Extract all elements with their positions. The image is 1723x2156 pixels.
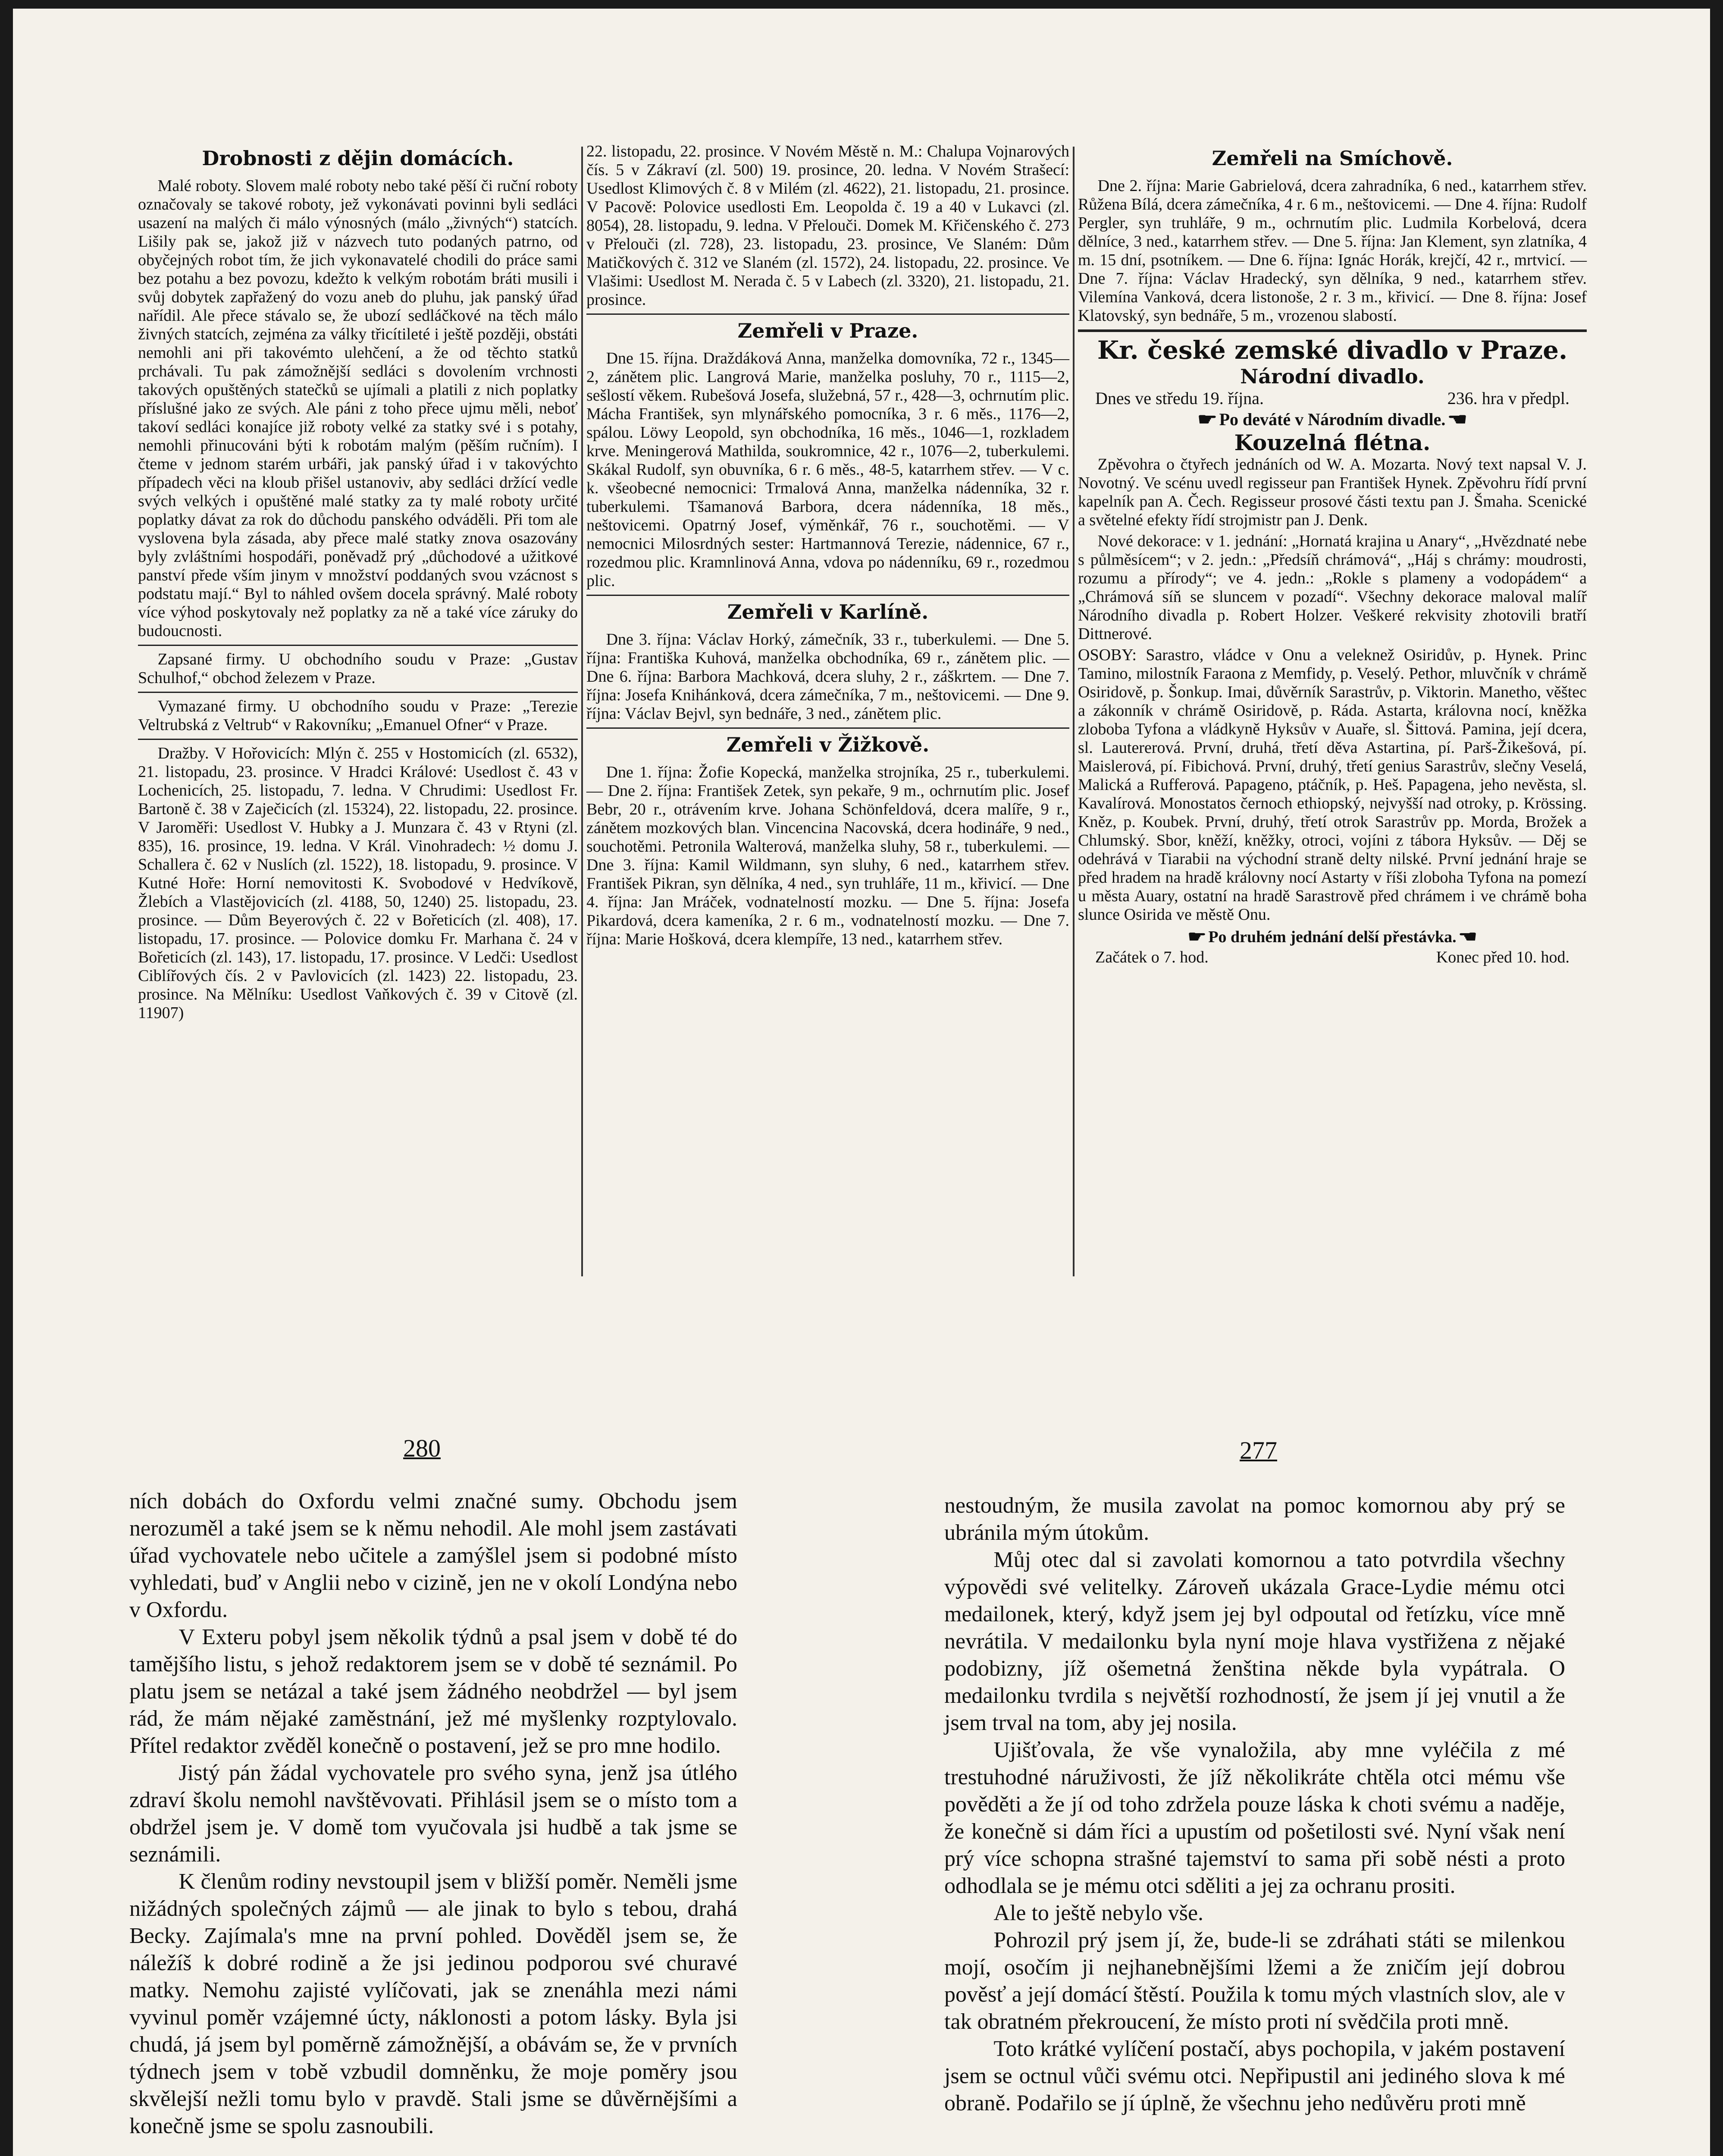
deaths-praha: Dne 15. října. Draždáková Anna, manželka domovníka, 72 r., 1345—2, zánětem plic. Langrová Marie, manželka posluhy, 70 r., 1115—2, sešlostí věkem. Rubešová Josefa, služebná, 57 r., 428—3, ochrnutím plic. Mácha František, syn mlynářského pomocníka, 3 r. 6 měs., 1176—2, spálou. Löwy Leopold, syn obchodníka, 16 měs., 1046—1, rozkladem krve. Meningerová Mathilda, soukromnice, 42 r., 1076—2, tuberkulemi. Skákal Rudolf, syn obuvníka, 6 r. 6 měs., 48-5, katarrhem střev. — V c. k. všeobecné nemocnici: Trmalová Anna, manželka nádenníka, 32 r. tuberkulemi. Tšamanová Barbora, dcera nádenníka, 18 měs., neštovicemi. Opatrný Josef, výměnkář, 76 r., souchotěmi. — V nemocnici Milosrdných sester: Hartmannová Terezie, nádennice, 67 r., rozedmou plic. Kramnlinová Anna, vdova po nádenníku, 69 r., rozedmou plic. [586, 349, 1069, 590]
section-title-zizkov: Zemřeli v Žižkově. [726, 733, 930, 756]
drazby-continued: 22. listopadu, 22. prosince. V Novém Městě n. M.: Chalupa Vojnarových čís. 5 v Zákraví (zl. 500) 19. prosince, 20. ledna. V Novém Strašecí: Usedlost Klimových č. 8 v Milém (zl. 4622), 21. listopadu, 21. prosince. V Pacově: Polovice usedlosti Em. Leopolda č. 19 a 40 v Lukavci (zl. 8054), 28. listopadu, 9. ledna. V Přelouči. Domek M. Křičenského č. 273 v Přelouči (zl. 728), 23. listopadu, 23. prosince, Ve Slaném: Dům Matičkových č. 312 ve Slaném (zl. 1572), 24. listopadu, 22. prosince. Ve Vlašimi: Usedlost M. Nerada č. 5 v Labech (zl. 3320), 21. listopadu, 21. prosince. [586, 142, 1069, 309]
section-title-karlin: Zemřeli v Karlíně. [727, 600, 929, 624]
paragraph: Ujišťovala, že vše vynaložila, aby mne vyléčila z mé trestuhodné náruživosti, že jíž několikráte chtěla otci mému vše pověděti a že jí od toho zdržela pouze láska k choti svému a naděje, že konečně si dám říci a upustím od pošetilosti své. Nyní však není prý více schopna strašné tajemství to sama při sobě nésti a proto odhodlala se je mému otci sděliti a jej za ochranu prositi. [944, 1738, 1565, 1898]
paragraph: Můj otec dal si zavolati komornou a tato potvrdila všechny výpovědi své velitelky. Zároveň ukázala Grace-Lydie mému otci medailonek, který, když jsem jej byl odpoutal od řetízku, více mně nevrátila. V medailonku byla nyní moje hlava vystřižena z nějaké podobizny, jíž ošemetná ženština někde byla vypátrala. O medailonku tvrdila s největší rozhodností, že jsem jí jej vnutil a že jsem trval na tom, aby jej nosila. [944, 1548, 1565, 1735]
deaths-smichov: Dne 2. října: Marie Gabrielová, dcera zahradníka, 6 ned., katarrhem střev. Růžena Bílá, dcera zámečníka, 4 r. 6 m., neštovicemi. — Dne 4. října: Rudolf Pergler, syn truhláře, 9 m., ochrnutím plic. Ludmila Korbelová, dcera dělníce, 3 ned., katarrhem střev. — Dne 5. října: Jan Klement, syn zlatníka, 4 m. 15 dní, psotníkem. — Dne 6. října: Ignác Horák, krejčí, 42 r., mrtvicí. — Dne 7. října: Václav Hradecký, syn dělníka, 9 ned., katarrhem střev. Vilemína Vanková, dcera listonoše, 2 r. 3 m., křivicí. — Dne 8. října: Josef Klatovský, syn bednáře, 5 m., vrozenou slabostí. [1078, 177, 1587, 325]
theatre-dateline [1078, 388, 1587, 409]
drazby: Dražby. V Hořovicích: Mlýn č. 255 v Hostomicích (zl. 6532), 21. listopadu, 23. prosince. V Hradci Králové: Usedlost č. 43 v Lochenicích, 25. listopadu, 7. ledna. V Chrudimi: Usedlost Fr. Bartoně č. 38 v Zaječicích (zl. 15324), 22. listopadu, 22. prosince. V Jaroměři: Usedlost V. Hubky a J. Munzara č. 43 v Rtyni (zl. 835), 16. prosince, 19. ledna. V Král. Vinohradech: ½ domu J. Schallera č. 62 v Nuslích (zl. 1522), 18. listopadu, 9. prosince. V Kutné Hoře: Horní nemovitosti K. Svobodové v Hedvíkově, Žlebích a Vlastějovicích (zl. 4188, 50, 1240) 25. listopadu, 23. prosince. — Dům Beyerových č. 22 v Bořeticích (zl. 408), 17. listopadu, 17. prosince. — Polovice domku Fr. Marhana č. 24 v Bořeticích (zl. 143), 17. listopadu, 17. prosince. V Ledči: Usedlost Ciblířových čís. 2 v Pavlovicích (zl. 1423) 22. listopadu, 23. prosince. Na Mělníku: Usedlost Vaňkových č. 39 v Citově (zl. 11907) [138, 744, 578, 1022]
theatre-subtitle: Národní divadlo. [1240, 365, 1425, 388]
novel-left-page [129, 1488, 737, 2140]
paragraph: Toto krátké vylíčení postačí, abys pochopila, v jakém postavení jsem se octnul vůči svému otci. Nepřipustil ani jediného slova k mé obraně. Podařilo se jí úplně, že všechnu jeho nedůvěru proti mně [944, 2037, 1565, 2115]
paragraph: ních dobách do Oxfordu velmi značné sumy. Obchodu jsem nerozuměl a také jsem se k němu nehodil. Ale mohl jsem zastávati úřad vychovatele nebo učitele a zamýšlel jsem si podobné místo vyhledati, buď v Anglii nebo v cizině, jen ne v okolí Londýna nebo v Oxfordu. [129, 1489, 737, 1622]
start-time: Začátek o 7. hod. [1095, 948, 1209, 966]
times-line [1078, 947, 1587, 967]
newspaper-page [13, 9, 1710, 2156]
end-time: Konec před 10. hod. [1436, 948, 1569, 966]
paragraph: K členům rodiny nevstoupil jsem v bližší poměr. Neměli jsme nižádných společných zájmů — ale jinak to bylo s tebou, drahá Becky. Zajímala's mne na první pohled. Dověděl jsem se, že náležíš k dobré rodině a že jsi jedinou podporou své churavé matky. Nemohu zajisté vylíčovati, jak se znenáhla mezi námi vyvinul poměr vzájemné úcty, náklonosti a potom lásky. Byla jsi chudá, já jsem byl poměrně zámožnější, a obávám se, že v prvních týdnech jsem v tobě vzbudil domněnku, že moje poměry jsou skvělejší nežli tomu bylo v pravdě. Stali jsme se důvěrnějšími a konečně jsme se spolu zasnoubili. [129, 1869, 737, 2138]
pointing-hand-icon: ☛ [1197, 410, 1217, 429]
column-3 [1078, 142, 1587, 967]
opera-cast: OSOBY: Sarastro, vládce v Onu a veleknež Osiridův, p. Hynek. Princ Tamino, milostník Faraona z Memfidy, p. Veselý. Pethor, mluvčník v chrámě Osiridově, p. Šonkup. Imai, důvěrník Sarastrův, p. Viktorin. Manetho, věštec a zákonník v chrámě Osiridově, p. Ráda. Astarta, královna nocí, kněžka zloboba Tyfona a vládkyně Hyksův v Auaře, sl. Šittová. Pamina, její dcera, sl. Lautererová. První, druhá, třetí děva Astartina, pí. Parš-Žikešová, pí. Maislerová, pí. Fibichová. První, druhý, třetí genius Sarastrův, slečny Veselá, Malická a Rufferová. Papageno, ptáčník, p. Heš. Papagena, jeho nevěsta, sl. Kavalírová. Monostatos černoch ethiopský, nejvyšší nad otroky, p. Krössing. Kněz, p. Koubek. První, druhý, třetí otrok Sarastrův pp. Morda, Brožek a Chlumský. Sbor, kněží, kněžky, otroci, vojíni z tábora Hyksův. — Děj se odehrává v Tiarabii na východní straně delty nilské. První jednání hraje se před hradem na hradě královny nocí Astarty v říši zloboha Tyfona na pomezí u města Auary, ostatní na hradě Sarastrově před chrámem i ve chrámě boha slunce Osirida ve městě Onu. [1078, 646, 1587, 924]
theatre-ninth-text: Po deváté v Národním divadle. [1219, 410, 1446, 429]
paragraph: V Exteru pobyl jsem několik týdnů a psal jsem v době té do tamějšího listu, s jehož redaktorem jsem se v době té seznámil. Po platu jsem se netázal a také jsem žádného neobdržel — byl jsem rád, že mám nějaké zaměstnání, jež mé myšlenky rozptylovalo. Přítel redaktor zvěděl konečně o postavení, jež se pro mne hodilo. [129, 1625, 737, 1758]
paragraph: nestoudným, že musila zavolat na pomoc komornou aby prý se ubránila mým útokům. [944, 1493, 1565, 1545]
intermission-text: Po druhém jednání delší přestávka. [1208, 928, 1457, 946]
theatre-title: Kr. české zemské divadlo v Praze. [1097, 335, 1568, 365]
deaths-karlin: Dne 3. října: Václav Horký, zámečník, 33 r., tuberkulemi. — Dne 5. října: Františka Kuhová, manželka obchodníka, 69 r., zánětem plic. — Dne 6. října: Barbora Machková, dcera sluhy, 2 r., záškrtem. — Dne 7. října: Josefa Knihánková, dcera zámečníka, 7 m., neštovicemi. — Dne 9. října: Václav Bejvl, syn bednáře, 3 ned., zánětem plic. [586, 630, 1069, 723]
section-title-smichov: Zemřeli na Smíchově. [1212, 147, 1453, 170]
article-male-roboty: Malé roboty. Slovem malé roboty nebo také pěší či ruční roboty označovaly se takové roboty, jež vykonávati povinni byli sedláci usazení na malých či málo výnosných (málo „živných“) statcích. Lišily pak se, jakož již v názvech tuto podaných patrno, od obyčejných robot tím, že jich vykonavatelé chodili do práce sami bez potahu a bez povozu, kdežto k velkým robotám bráti musili i svůj dobytek zapřažený do vozu aneb do pluhu, jak panský úřad nařídil. Ale přece stávalo se, že ubozí sedláčkové na těch málo živných statcích, zejména za války třicítileté i ještě později, obstáti nemohli ani při takovémto ulehčení, a že od těchto statků prchávali. Tu pak zámožnější sedláci s dovolením vrchnosti takových opuštěných statečků se ujímali a platili z nich poplatky příslušné jako ze svých. Ale páni z toho přece ujmu měli, neboť takoví sedláci konajíce již roboty velké za statky své i s potahy, nemohli přinucováni býti k robotám malým (pěším ručním). I čteme v jednom starém urbáři, jak panský úřad i v takovýchto případech věci na kloub přišel ustanoviv, aby sedláci držící vedle svých velkých i opuštěné malé statky za ty malé roboty určité poplatky dávat za rok do důchodu panského odváděli. Při tom ale vyslovena byla zásada, aby přece malé statky znova osazovány byly zvláštními hospodáři, poněvadž prý „důchodové a užitkové panství přede vším jinym v množství poddaných svou vzácnost s podstatu mají.“ Byl to náhled ovšem docela správný. Malé roboty více výhod poskytovaly než poplatky za ně a také více záruky do budoucnosti. [138, 177, 578, 640]
theatre-ninth-line [1078, 409, 1587, 430]
page-number-right: 277 [1240, 1436, 1277, 1464]
pointing-hand-left-icon: ☚ [1447, 410, 1468, 429]
column-1 [138, 142, 578, 1025]
opera-decorations: Nové dekorace: v 1. jednání: „Hornatá krajina u Anary“, „Hvězdnaté nebe s půlměsícem“; v 2. jedn.: „Předsíň chrámová“, „Háj s chrámy: moudrosti, rozumu a přírody“; ve 4. jedn.: „Rokle s plameny a vodopádem“ a „Chrámová síň se sluncem v pozadí“. Všechny dekorace maloval malíř Národního divadla p. Robert Holzer. Veškeré rekvisity zhotovili bratří Dittnerové. [1078, 532, 1587, 643]
paragraph: Ale to ještě nebylo vše. [993, 1901, 1204, 1925]
page-number-left: 280 [403, 1434, 441, 1462]
theatre-performance: 236. hra v předpl. [1447, 389, 1569, 408]
section-title-praha: Zemřeli v Praze. [737, 319, 918, 342]
opera-credits: Zpěvohra o čtyřech jednáních od W. A. Mozarta. Nový text napsal V. J. Novotný. Ve scénu uvedl regisseur pan František Hynek. Zpěvohru řídí první kapelník pan A. Čech. Regisseur prosové části textu pan J. Šmaha. Scenické a světelné efekty řídí strojmistr pan J. Denk. [1078, 455, 1587, 529]
pointing-hand-left-icon: ☚ [1458, 928, 1478, 946]
theatre-date: Dnes ve středu 19. října. [1095, 389, 1264, 408]
deaths-zizkov: Dne 1. října: Žofie Kopecká, manželka strojníka, 25 r., tuberkulemi. — Dne 2. října: František Zetek, syn pekaře, 9 m., ochrnutím plic. Josef Bebr, 20 r., otrávením krve. Johana Schönfeldová, dcera malíře, 9 r., zánětem mozkových blan. Vincencina Nacovská, dcera hodináře, 9 ned., souchotěmi. Petronila Walterová, manželka sluhy, 58 r., tuberkulemi. — Dne 3. října: Kamil Wildmann, syn sluhy, 6 ned., katarrhem střev. František Pikran, syn dělníka, 4 ned., syn truhláře, 11 m., křivicí. — Dne 4. října: Jan Mráček, vodnatelností mozku. — Dne 5. října: Josefa Pikardová, dcera kameníka, 2 r. 6 m., vodnatelností mozku. — Dne 7. října: Marie Hošková, dcera klempíře, 13 ned., katarrhem střev. [586, 763, 1069, 948]
column-2 [586, 142, 1069, 951]
paragraph: Pohrozil prý jsem jí, že, bude-li se zdráhati státi se milenkou mojí, osočím ji nejhanebnějšími lžemi a že zničím její dobrou pověsť a její domácí štěstí. Použila k tomu mých vlastních slov, ale v tak obratném překroucení, že místo proti ní svědčila proti mně. [944, 1928, 1565, 2034]
vymazane-firmy: Vymazané firmy. U obchodního soudu v Praze: „Terezie Veltrubská z Veltrub“ v Rakovníku; „Emanuel Ofner“ v Praze. [138, 697, 578, 734]
paragraph: Jistý pán žádal vychovatele pro svého syna, jenž jsa útlého zdraví školu nemohl navštěvovati. Přihlásil jsem se o místo tom a obdržel jsem je. V domě tom vyučovala jsi hudbě a tak jsme se seznámili. [129, 1761, 737, 1867]
opera-title: Kouzelná flétna. [1234, 430, 1431, 455]
section-title-drobnosti: Drobnosti z dějin domácích. [202, 147, 514, 170]
column-divider-1 [581, 147, 583, 1276]
zapsane-firmy: Zapsané firmy. U obchodního soudu v Praze: „Gustav Schulhof,“ obchod železem v Praze. [138, 650, 578, 687]
column-divider-2 [1073, 147, 1075, 1276]
intermission-line [1078, 927, 1587, 947]
novel-right-page [944, 1492, 1565, 2117]
pointing-hand-icon: ☛ [1187, 928, 1206, 946]
